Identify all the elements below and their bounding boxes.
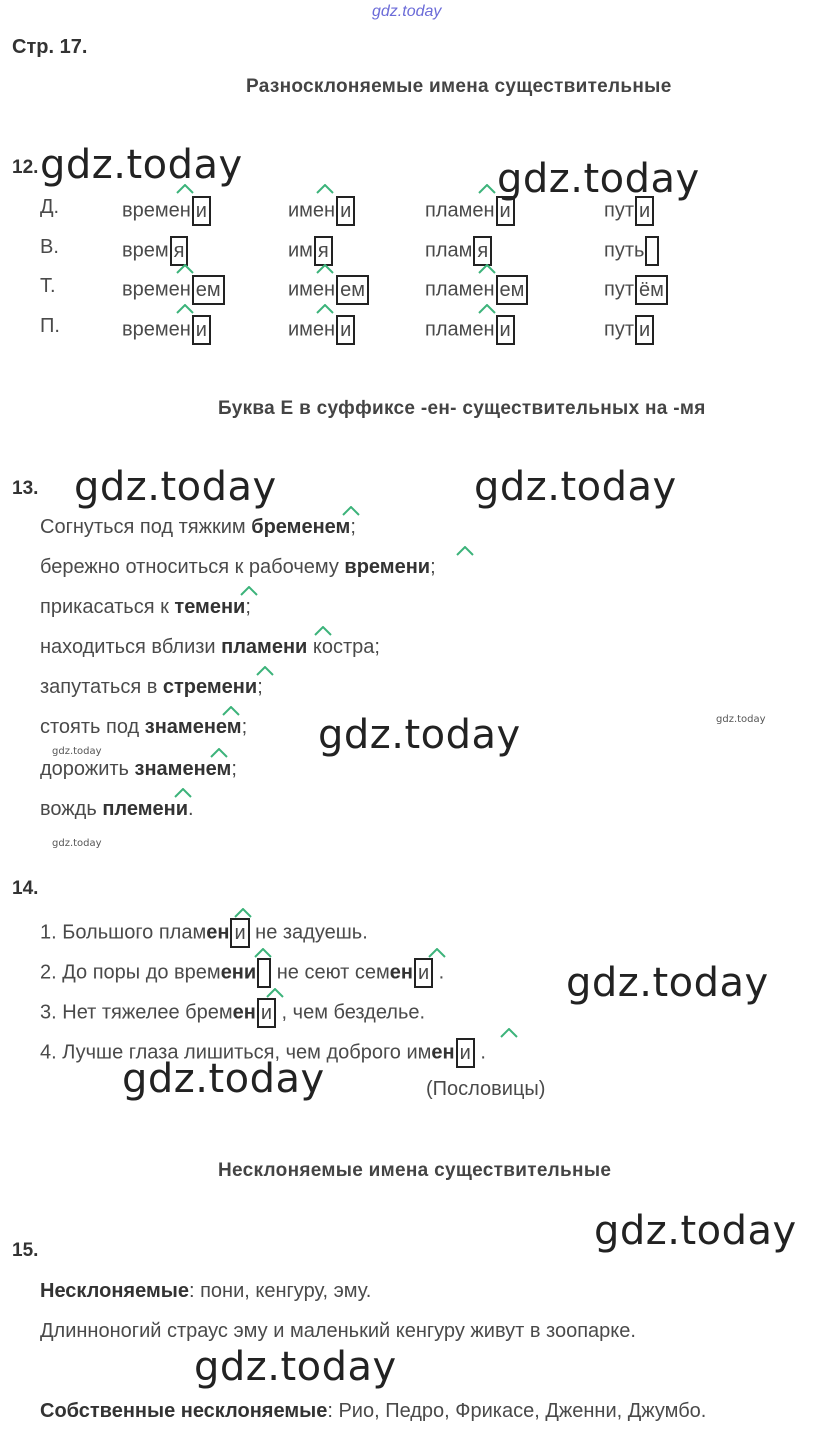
ending-box: я — [314, 236, 333, 266]
list-item: стоять под знаменем; — [40, 716, 248, 738]
word-cell: времен и — [122, 196, 211, 226]
word-cell: плам я — [425, 236, 492, 266]
table-row — [0, 236, 828, 266]
suffix-arc-icon — [314, 626, 332, 636]
suffix-arc-icon — [176, 184, 194, 194]
ending-box: и — [414, 958, 433, 988]
word-cell: пут и — [604, 196, 654, 226]
ending-box: и — [456, 1038, 475, 1068]
site-header-link[interactable]: gdz.today — [372, 3, 442, 20]
example-sentence: Длинноногий страус эму и маленький кенгуру живут в зоопарке. — [40, 1320, 636, 1342]
list-item: Согнуться под тяжким бременем; — [40, 516, 356, 538]
ending-box: ем — [336, 275, 369, 305]
watermark: gdz.today — [40, 142, 243, 188]
suffix-arc-icon — [240, 586, 258, 596]
ending-box: и — [230, 918, 249, 948]
suffix-arc-icon — [478, 264, 496, 274]
ending-box: я — [473, 236, 492, 266]
word-cell: путь — [604, 236, 659, 266]
word-cell: пут ём — [604, 275, 668, 305]
suffix-arc-icon — [234, 908, 252, 918]
ending-box: и — [257, 998, 276, 1028]
exercise-number-13: 13. — [12, 478, 39, 499]
section-title-suffix-en: Буква Е в суффиксе -ен- существительных на -мя — [218, 398, 706, 419]
suffix-arc-icon — [174, 788, 192, 798]
table-row — [0, 315, 828, 345]
watermark-small: gdz.today — [716, 714, 766, 725]
proverb-source: (Пословицы) — [426, 1078, 546, 1100]
indeclinable-line: Несклоняемые: пони, кенгуру, эму. — [40, 1280, 372, 1302]
table-row — [0, 275, 828, 305]
watermark: gdz.today — [594, 1208, 797, 1254]
list-item: 4. Лучше глаза лишиться, чем доброго имен и . — [40, 1038, 486, 1068]
suffix-arc-icon — [500, 1028, 518, 1038]
section-title-indeclinable: Несклоняемые имена существительные — [218, 1160, 612, 1181]
exercise-number-14: 14. — [12, 878, 39, 899]
ending-box: и — [496, 196, 515, 226]
word-cell: пламен и — [425, 315, 515, 345]
ending-box: ём — [635, 275, 668, 305]
watermark-small: gdz.today — [52, 838, 102, 849]
word-cell: имен и — [288, 315, 355, 345]
ending-box: и — [635, 196, 654, 226]
list-item: прикасаться к темени; — [40, 596, 251, 618]
suffix-arc-icon — [428, 948, 446, 958]
list-item: вождь племени. — [40, 798, 194, 820]
list-item: находиться вблизи пламени костра; — [40, 636, 380, 658]
case-label: Д. — [40, 196, 60, 218]
suffix-arc-icon — [478, 304, 496, 314]
word-cell: пламен и — [425, 196, 515, 226]
exercise-number-15: 15. — [12, 1240, 39, 1261]
suffix-arc-icon — [316, 184, 334, 194]
suffix-arc-icon — [176, 264, 194, 274]
suffix-arc-icon — [210, 748, 228, 758]
section-title-irregular-nouns: Разносклоняемые имена существительные — [246, 76, 672, 97]
list-item: 2. До поры до времени не сеют семен и . — [40, 958, 444, 988]
word-cell: врем я — [122, 236, 188, 266]
suffix-arc-icon — [266, 988, 284, 998]
ending-box: и — [192, 196, 211, 226]
ending-box: я — [170, 236, 189, 266]
word-cell: имен ем — [288, 275, 369, 305]
word-cell: им я — [288, 236, 333, 266]
suffix-arc-icon — [176, 304, 194, 314]
word-cell: пут и — [604, 315, 654, 345]
suffix-arc-icon — [342, 506, 360, 516]
case-label: П. — [40, 315, 60, 337]
suffix-arc-icon — [222, 706, 240, 716]
watermark: gdz.today — [122, 1056, 325, 1102]
suffix-arc-icon — [316, 304, 334, 314]
page-label: Стр. 17. — [12, 36, 88, 58]
list-item: 3. Нет тяжелее бремен и , чем безделье. — [40, 998, 425, 1028]
suffix-arc-icon — [456, 546, 474, 556]
word-cell: пламен ем — [425, 275, 528, 305]
case-label: Т. — [40, 275, 56, 297]
watermark: gdz.today — [318, 712, 521, 758]
list-item: запутаться в стремени; — [40, 676, 263, 698]
ending-box — [257, 958, 271, 988]
exercise-number-12: 12. — [12, 157, 39, 178]
word-cell: времен ем — [122, 275, 225, 305]
watermark: gdz.today — [474, 464, 677, 510]
watermark: gdz.today — [497, 156, 700, 202]
ending-box — [645, 236, 659, 266]
proper-indeclinable-line: Собственные несклоняемые: Рио, Педро, Фрикасе, Дженни, Джумбо. — [40, 1400, 707, 1422]
word-cell: имен и — [288, 196, 355, 226]
ending-box: ем — [192, 275, 225, 305]
suffix-arc-icon — [478, 184, 496, 194]
ending-box: и — [192, 315, 211, 345]
watermark: gdz.today — [194, 1344, 397, 1390]
list-item: дорожить знаменем; — [40, 758, 237, 780]
ending-box: и — [336, 315, 355, 345]
ending-box: и — [496, 315, 515, 345]
watermark: gdz.today — [566, 960, 769, 1006]
list-item: бережно относиться к рабочему времени; — [40, 556, 436, 578]
ending-box: и — [635, 315, 654, 345]
suffix-arc-icon — [254, 948, 272, 958]
table-row — [0, 196, 828, 226]
suffix-arc-icon — [256, 666, 274, 676]
ending-box: и — [336, 196, 355, 226]
watermark: gdz.today — [74, 464, 277, 510]
word-cell: времен и — [122, 315, 211, 345]
watermark-small: gdz.today — [52, 746, 102, 757]
list-item: 1. Большого пламен и не задуешь. — [40, 918, 368, 948]
case-label: В. — [40, 236, 59, 258]
ending-box: ем — [496, 275, 529, 305]
suffix-arc-icon — [316, 264, 334, 274]
